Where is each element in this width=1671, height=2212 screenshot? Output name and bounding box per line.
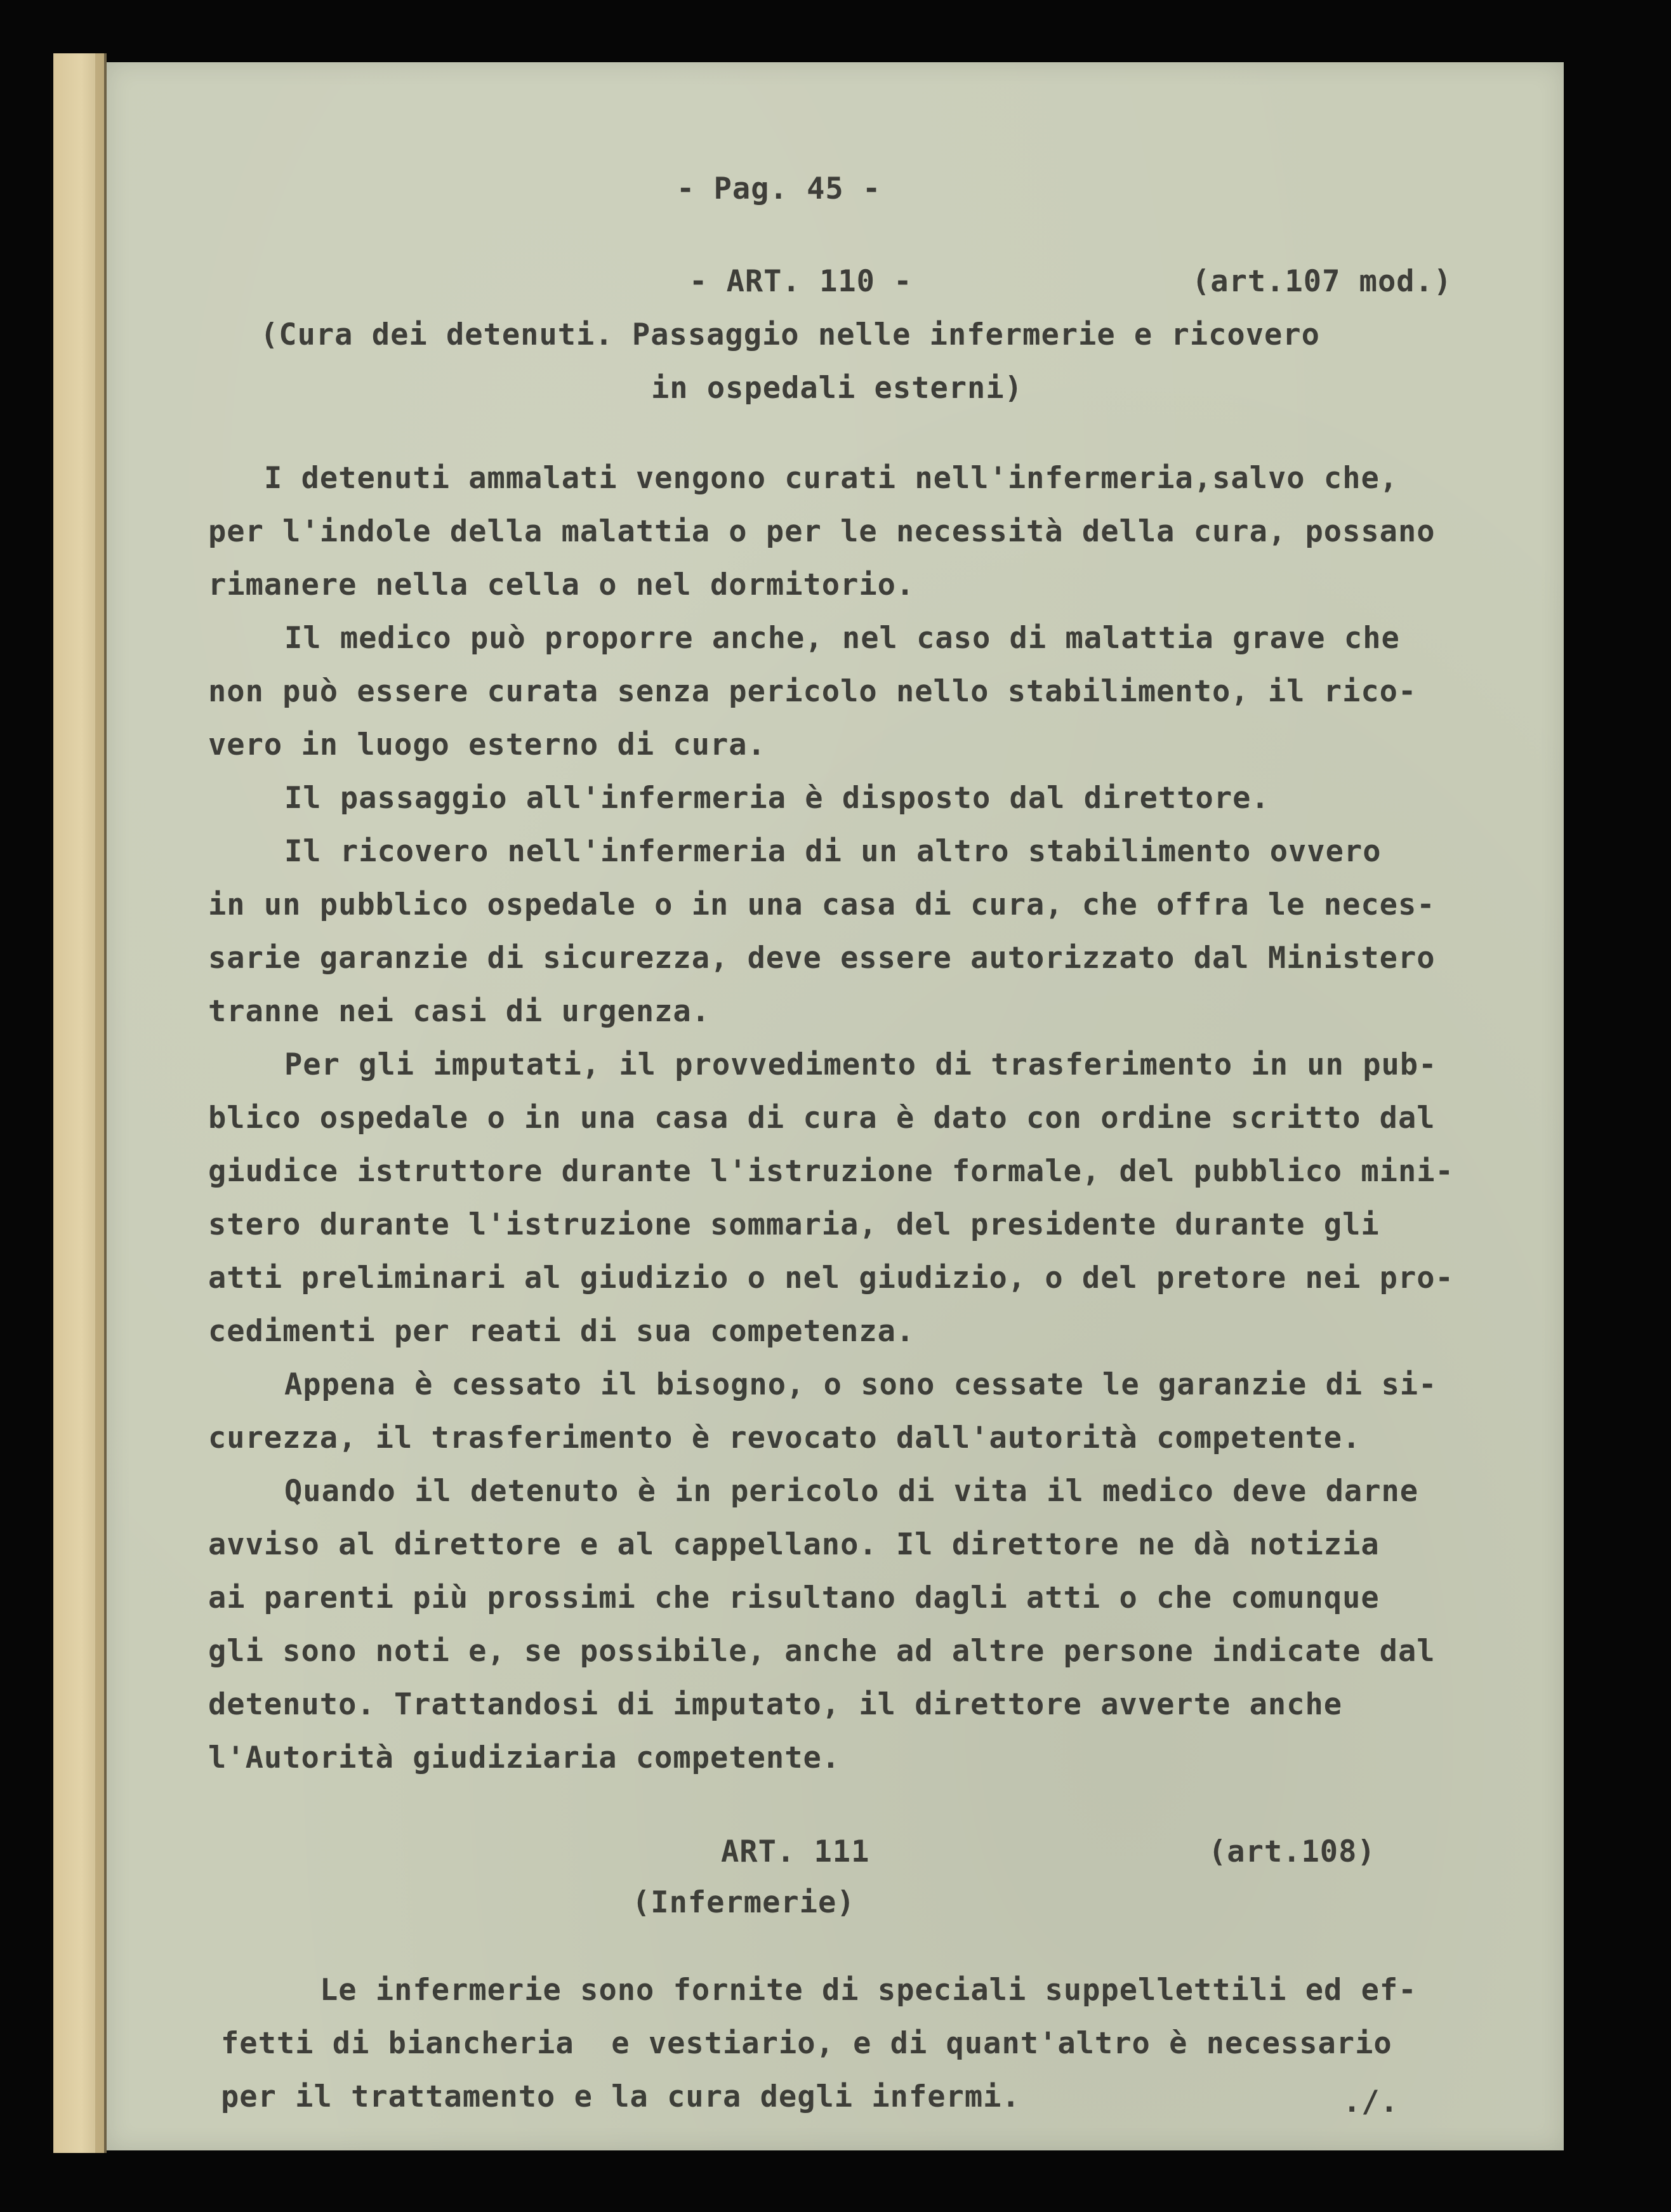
- article-111-reference: (art.108): [1208, 1834, 1376, 1869]
- typewritten-page: [107, 62, 1564, 2150]
- body-line: stero durante l'istruzione sommaria, del presidente durante gli: [208, 1207, 1380, 1242]
- body-line: tranne nei casi di urgenza.: [208, 994, 711, 1029]
- body-line: curezza, il trasferimento è revocato dall'autorità competente.: [208, 1421, 1361, 1455]
- body-line: fetti di biancheria e vestiario, e di quant'altro è necessario: [221, 2026, 1392, 2061]
- body-line: Appena è cessato il bisogno, o sono cessate le garanzie di si-: [284, 1367, 1437, 1402]
- body-line: ai parenti più prossimi che risultano dagli atti o che comunque: [208, 1580, 1380, 1615]
- body-line: blico ospedale o in una casa di cura è dato con ordine scritto dal: [208, 1101, 1436, 1136]
- article-110-title-line-2: in ospedali esterni): [651, 371, 1023, 406]
- article-111-number: ART. 111: [721, 1834, 870, 1869]
- body-line: vero in luogo esterno di cura.: [208, 727, 766, 762]
- body-line: non può essere curata senza pericolo nello stabilimento, il rico-: [208, 674, 1417, 709]
- body-line: atti preliminari al giudizio o nel giudizio, o del pretore nei pro-: [208, 1261, 1454, 1295]
- body-line: in un pubblico ospedale o in una casa di cura, che offra le neces-: [208, 887, 1436, 922]
- body-line: Per gli imputati, il provvedimento di trasferimento in un pub-: [284, 1047, 1437, 1082]
- body-line: avviso al direttore e al cappellano. Il direttore ne dà notizia: [208, 1527, 1380, 1562]
- body-line: Le infermerie sono fornite di speciali suppellettili ed ef-: [320, 1973, 1417, 2008]
- body-line: per il trattamento e la cura degli infermi.: [221, 2079, 1020, 2114]
- body-line: Quando il detenuto è in pericolo di vita il medico deve darne: [284, 1474, 1419, 1509]
- body-line: Il medico può proporre anche, nel caso di malattia grave che: [284, 621, 1400, 656]
- body-line: Il passaggio all'infermeria è disposto dal direttore.: [284, 781, 1270, 816]
- body-line: sarie garanzie di sicurezza, deve essere autorizzato dal Ministero: [208, 941, 1436, 976]
- article-110-number: - ART. 110 -: [689, 264, 913, 299]
- page-header: - Pag. 45 -: [677, 171, 882, 206]
- body-line: per l'indole della malattia o per le necessità della cura, possano: [208, 514, 1436, 549]
- body-line: giudice istruttore durante l'istruzione formale, del pubblico mini-: [208, 1154, 1454, 1189]
- article-110-title-line-1: (Cura dei detenuti. Passaggio nelle infermerie e ricovero: [260, 317, 1320, 352]
- body-line: gli sono noti e, se possibile, anche ad altre persone indicate dal: [208, 1634, 1436, 1669]
- body-line: cedimenti per reati di sua competenza.: [208, 1314, 915, 1349]
- body-line: detenuto. Trattandosi di imputato, il direttore avverte anche: [208, 1687, 1343, 1722]
- article-111-title: (Infermerie): [632, 1885, 855, 1920]
- article-110-reference: (art.107 mod.): [1192, 264, 1453, 299]
- body-line: l'Autorità giudiziaria competente.: [208, 1740, 841, 1775]
- continuation-mark: ./.: [1343, 2084, 1399, 2119]
- body-line: rimanere nella cella o nel dormitorio.: [208, 567, 915, 602]
- binding-strip-edge: [95, 53, 107, 2153]
- body-line: Il ricovero nell'infermeria di un altro stabilimento ovvero: [284, 834, 1382, 869]
- body-line: I detenuti ammalati vengono curati nell'infermeria,salvo che,: [264, 461, 1399, 496]
